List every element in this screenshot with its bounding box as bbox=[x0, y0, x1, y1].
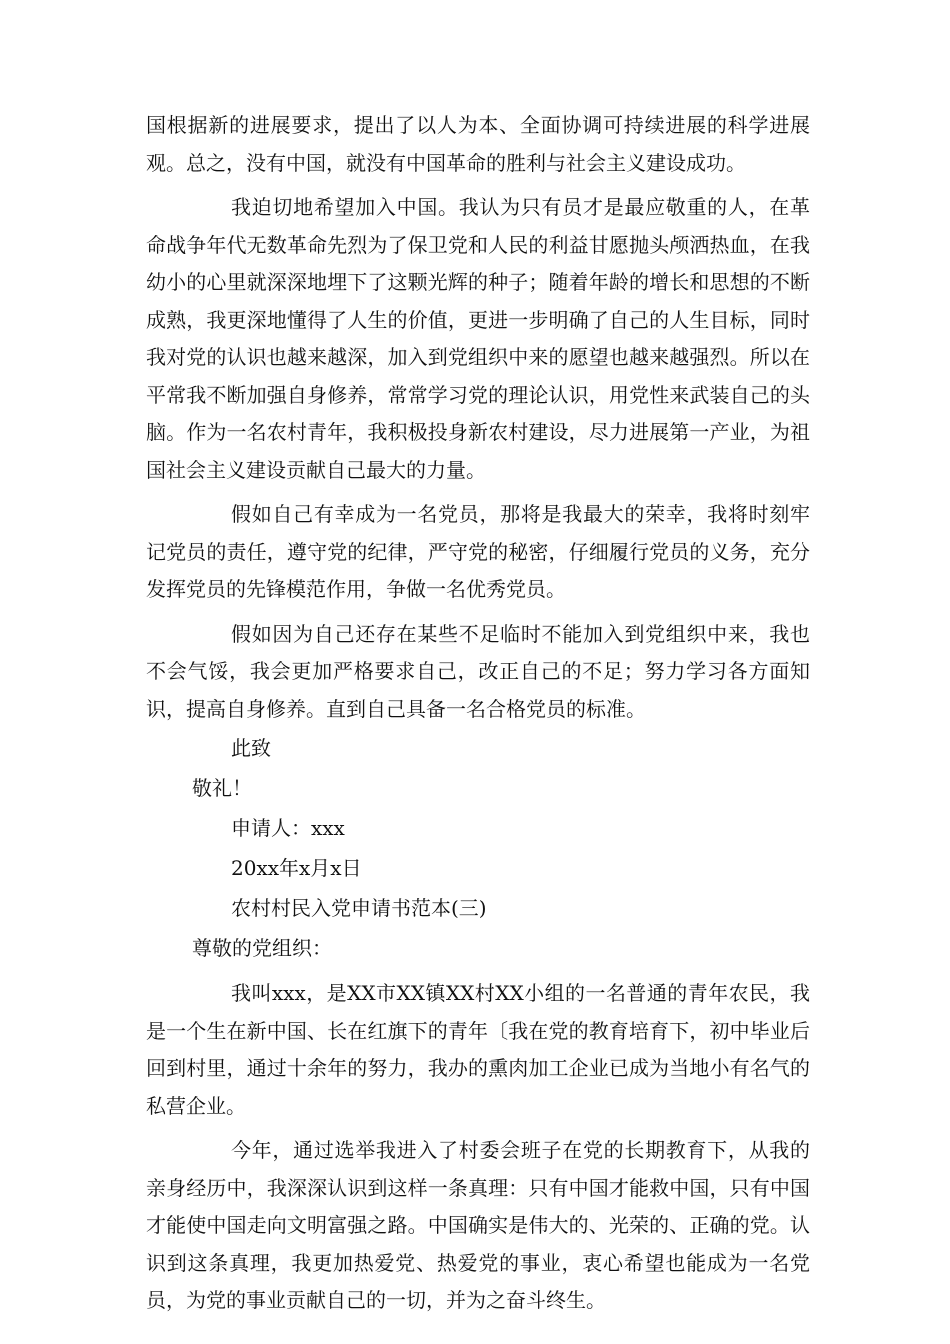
greeting-line: 尊敬的党组织： bbox=[192, 936, 332, 960]
closing-line: 此致 bbox=[231, 736, 271, 760]
paragraph-this-year: 今年，通过选举我进入了村委会班子在党的长期教育下，从我的亲身经历中，我深深认识到这样一条真理：只有中国才能救中国，只有中国才能使中国走向文明富强之路。中国确实是伟大的、光荣的、正确的党。认识到这条真理，我更加热爱党、热爱党的事业，衷心希望也能成为一名党员，为党的事业贡献自己的一切，并为之奋斗终生。 bbox=[146, 1138, 810, 1312]
paragraph-desire-to-join: 我迫切地希望加入中国。我认为只有员才是最应敬重的人，在革命战争年代无数革命先烈为了保卫党和人民的利益甘愿抛头颅洒热血，在我幼小的心里就深深地埋下了这颗光辉的种子；随着年龄的增长和思想的不断成熟，我更深地懂得了人生的价值，更进一步明确了自己的人生目标，同时我对党的认识也越来越深，加入到党组织中来的愿望也越来越强烈。所以在平常我不断加强自身修养，常常学习党的理论认识，用党性来武装自己的头脑。作为一名农村青年，我积极投身新农村建设，尽力进展第一产业，为祖国社会主义建设贡献自己最大的力量。 bbox=[146, 195, 810, 482]
document-body bbox=[146, 107, 810, 1320]
paragraph-continued: 国根据新的进展要求，提出了以人为本、全面协调可持续进展的科学进展观。总之，没有中国，就没有中国革命的胜利与社会主义建设成功。 bbox=[146, 113, 810, 175]
section-title: 农村村民入党申请书范本(三) bbox=[231, 896, 487, 920]
date-line: 20xx年x月x日 bbox=[231, 856, 362, 880]
applicant-line: 申请人：xxx bbox=[231, 816, 345, 840]
paragraph-if-not-admitted: 假如因为自己还存在某些不足临时不能加入到党组织中来，我也不会气馁，我会更加严格要求自己，改正自己的不足；努力学习各方面知识，提高自身修养。直到自己具备一名合格党员的标准。 bbox=[146, 621, 810, 721]
paragraph-self-intro: 我叫xxx，是XX市XX镇XX村XX小组的一名普通的青年农民，我是一个生在新中国、长在红旗下的青年〔我在党的教育培育下，初中毕业后回到村里，通过十余年的努力，我办的熏肉加工企业已成为当地小有名气的私营企业。 bbox=[146, 981, 810, 1118]
salute-line: 敬礼！ bbox=[192, 776, 252, 800]
paragraph-if-member: 假如自己有幸成为一名党员，那将是我最大的荣幸，我将时刻牢记党员的责任，遵守党的纪律，严守党的秘密，仔细履行党员的义务，充分发挥党员的先锋模范作用，争做一名优秀党员。 bbox=[146, 502, 810, 601]
